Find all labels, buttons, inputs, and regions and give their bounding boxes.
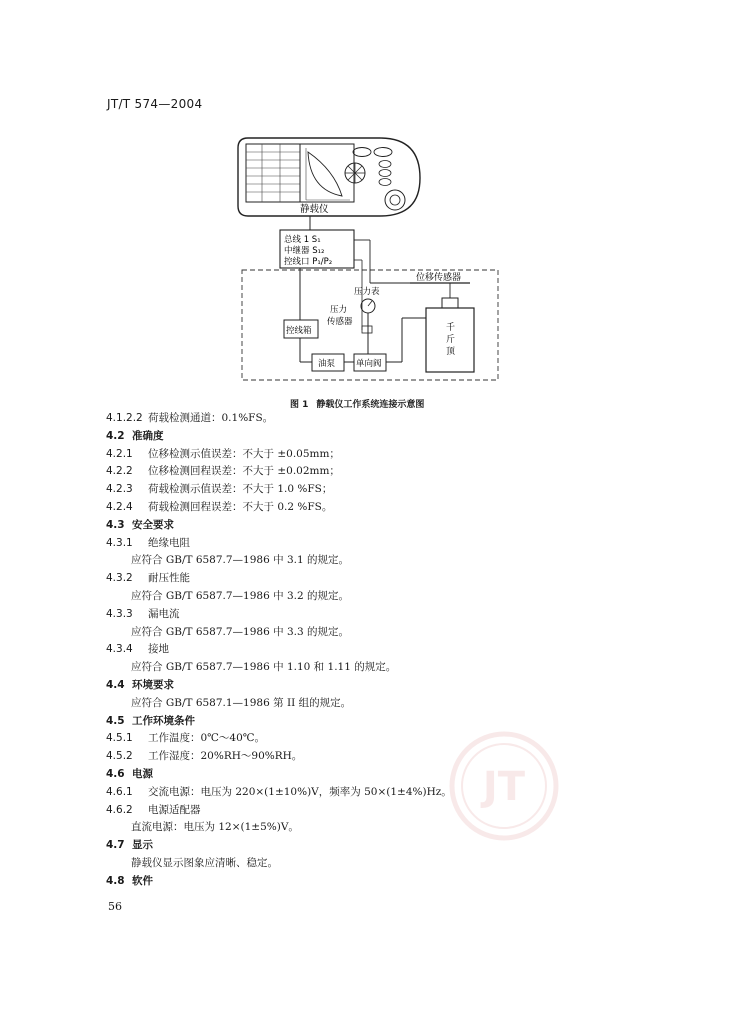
figure-caption (290, 397, 432, 410)
clause-item: 4.2.3 荷载检测示值误差：不大于 1.0 %FS； (106, 483, 333, 496)
jack-label-2: 斤 (446, 335, 456, 345)
section-heading: 4.2 准确度 (106, 429, 164, 442)
oil-pump-label: 油泵 (318, 359, 336, 369)
pressure-sensor-label-1: 压力 (330, 305, 348, 315)
connection-diagram (230, 130, 510, 390)
clause-item: 4.2.2 位移检测回程误差：不大于 ±0.02mm； (106, 465, 340, 478)
junction-line-1: 总线 1 S₁ (284, 235, 321, 245)
clause-item: 4.3.2 耐压性能 (106, 572, 190, 585)
section-heading: 4.5 工作环境条件 (106, 714, 195, 727)
clause-item: 4.1.2.2 荷载检测通道：0.1%FS。 (106, 412, 274, 424)
device-button (353, 148, 371, 157)
figure-title: 静载仪工作系统连接示意图 (316, 400, 425, 410)
device-label: 静载仪 (300, 204, 329, 215)
clause-paragraph: 直流电源：电压为 12×(1±5%)V。 (131, 821, 299, 834)
jack-label-1: 千 (446, 323, 456, 333)
jack-cap (442, 298, 458, 308)
control-box-label: 控线箱 (286, 326, 312, 336)
device-button (379, 179, 391, 186)
clause-item: 4.3.3 漏电流 (106, 607, 180, 620)
screen-curve (308, 152, 342, 196)
device-button (374, 148, 392, 157)
clause-item: 4.3.1 绝缘电阻 (106, 536, 190, 549)
junction-line-3: 控线口 P₁/P₂ (284, 257, 333, 267)
pressure-gauge-label: 压力表 (354, 287, 380, 297)
clause-paragraph: 应符合 GB/T 6587.7—1986 中 3.2 的规定。 (131, 589, 349, 602)
body-text (106, 410, 666, 891)
pressure-sensor-label-2: 传感器 (327, 317, 353, 327)
clause-item: 4.2.1 位移检测示值误差：不大于 ±0.05mm； (106, 447, 340, 460)
device-button (379, 161, 391, 168)
displacement-sensor-label: 位移传感器 (416, 273, 462, 283)
clause-item: 4.6.2 电源适配器 (106, 803, 201, 816)
section-heading: 4.3 安全要求 (106, 518, 174, 531)
clause-item: 4.6.1 交流电源：电压为 220×(1±10%)V，频率为 50×(1±4%)Hz。 (106, 785, 452, 798)
clause-item: 4.2.4 荷载检测回程误差：不大于 0.2 %FS。 (106, 500, 333, 513)
document-code: JT/T 574—2004 (107, 97, 203, 111)
pressure-sensor (362, 326, 372, 333)
clause-paragraph: 应符合 GB/T 6587.7—1986 中 1.10 和 1.11 的规定。 (131, 661, 397, 674)
junction-line-2: 中继器 S₁₂ (284, 246, 325, 256)
device-button (379, 170, 391, 177)
clause-paragraph: 静载仪显示图象应清晰、稳定。 (131, 856, 278, 869)
clause-paragraph: 应符合 GB/T 6587.7—1986 中 3.3 的规定。 (131, 625, 349, 638)
section-heading: 4.4 环境要求 (106, 678, 174, 691)
section-heading: 4.8 软件 (106, 874, 153, 887)
section-heading: 4.6 电源 (106, 767, 153, 780)
clause-item: 4.5.1 工作温度：0℃～40℃。 (106, 732, 266, 745)
clause-item: 4.3.4 接地 (106, 643, 169, 656)
jack-label-3: 顶 (446, 347, 456, 357)
clause-paragraph: 应符合 GB/T 6587.1—1986 第 II 组的规定。 (131, 696, 352, 709)
device-dial (385, 190, 405, 210)
clause-item: 4.5.2 工作湿度：20%RH～90%RH。 (106, 750, 303, 763)
clause-paragraph: 应符合 GB/T 6587.7—1986 中 3.1 的规定。 (131, 554, 349, 567)
section-heading: 4.7 显示 (106, 839, 153, 852)
jt-watermark-logo (448, 730, 560, 842)
figure-number: 图 1 (290, 400, 309, 410)
page-number: 56 (108, 900, 122, 913)
watermark-text: JT (482, 764, 526, 810)
check-valve-label: 单向阀 (356, 359, 382, 369)
